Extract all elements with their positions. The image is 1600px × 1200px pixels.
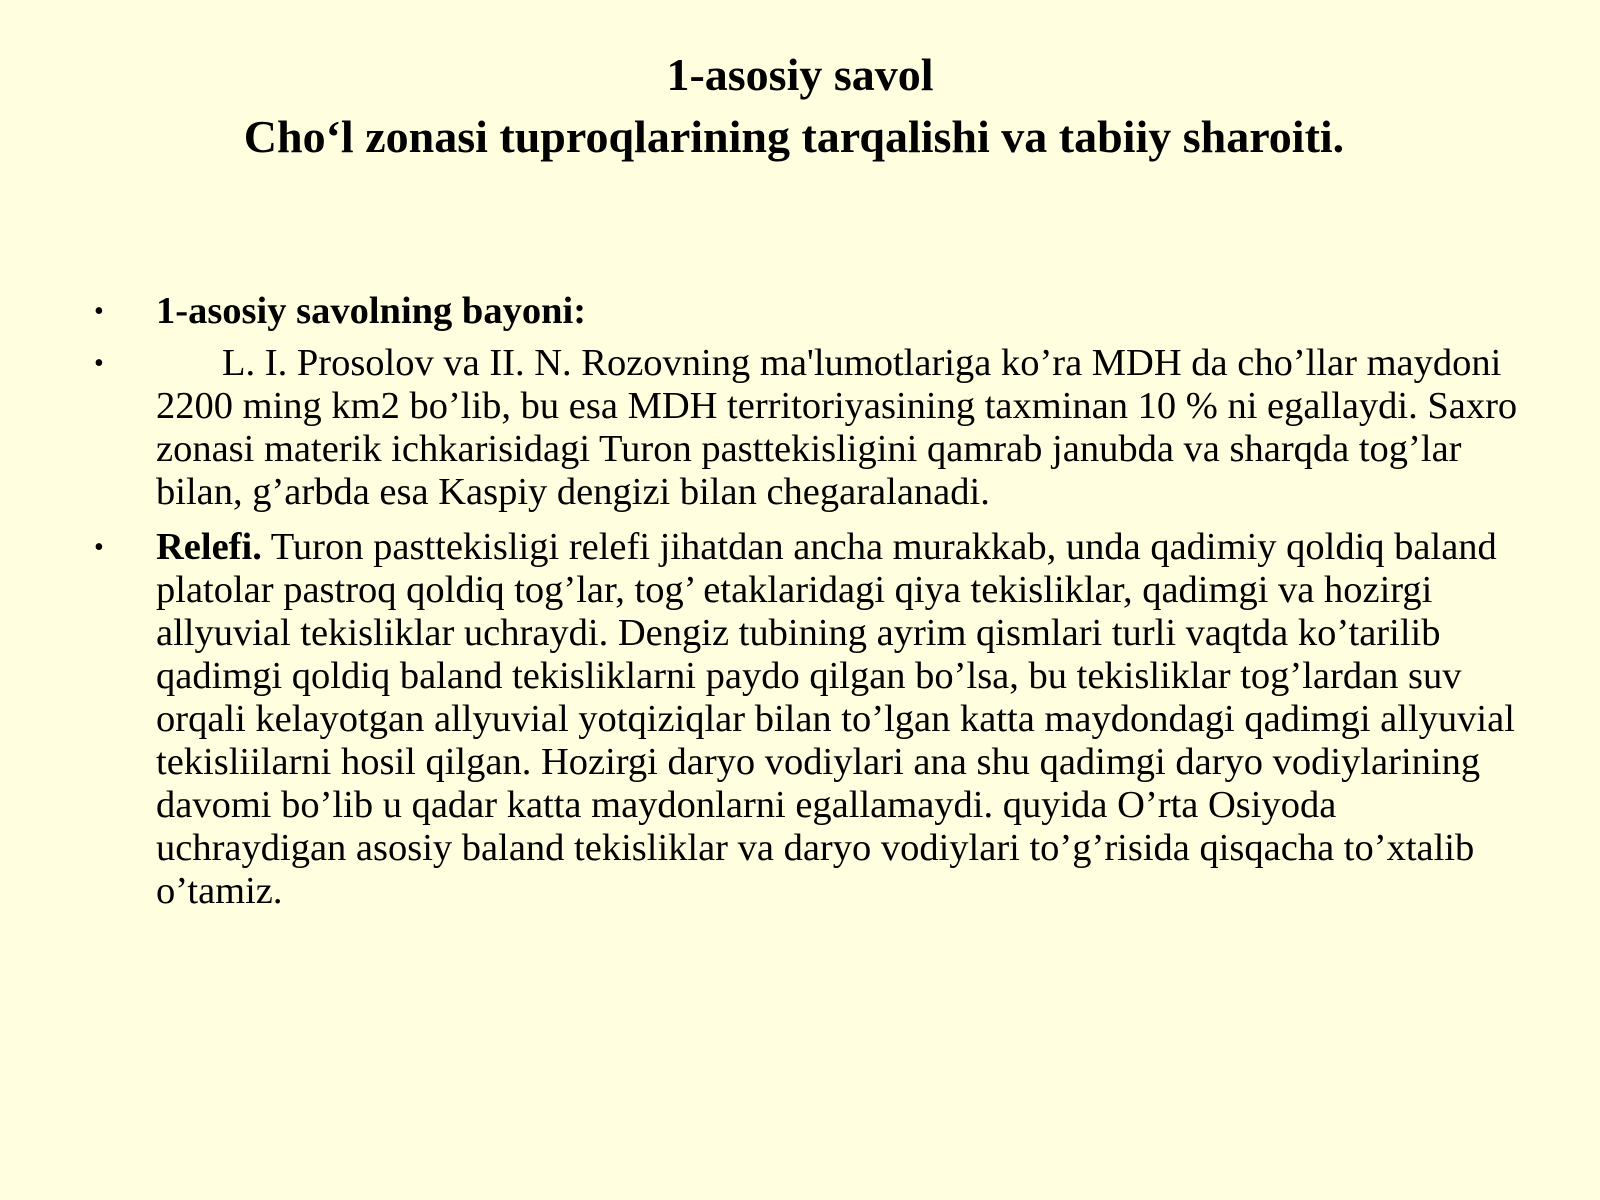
bullet-relief-text: Turon pasttekisligi relefi jihatdan ancha murakkab, unda qadimiy qoldiq baland platolar pastroq qoldiq tog’lar, tog’ etaklaridagi qiya tekisliklar, qadimgi va hozirgi allyuvial tekisliklar uchraydi. Dengiz tubining ayrim qismlari turli vaqtda ko’tarilib qadimgi qoldiq baland tekisliklarni paydo qilgan bo’lsa, bu tekisliklar tog’lardan suv orqali kelayotgan allyuvial yotqiziqlar bilan to’lgan katta maydondagi qadimgi allyuvial tekisliilarni hosil qilgan. Hozirgi daryo vodiylari ana shu qadimgi daryo vodiylarining davomi bo’lib u qadar katta maydonlarni egallamaydi. quyida O’rta Osiyoda uchraydigan asosiy baland tekisliklar va daryo vodiylari to’g’risida qisqacha to’xtalib o’tamiz. <box>156 526 1515 912</box>
bullet-relief-label: Relefi. <box>156 526 262 568</box>
bullet-item-relief <box>94 526 1534 913</box>
bullet-area-text: L. I. Prosolov va II. N. Rozovning ma'lumotlariga ko’ra MDH da cho’llar maydoni 2200 ming km2 bo’lib, bu esa MDH territoriyasining taxminan 10 % ni egallaydi. Saxro zonasi materik ichkarisidagi Turon pasttekisligini qamrab janubda va sharqda tog’lar bilan, g’arbda esa Kaspiy dengizi bilan chegaralanadi. <box>156 342 1518 513</box>
title-line-1: 1-asosiy savol <box>666 49 934 100</box>
bullet-heading-text: 1-asosiy savolning bayoni: <box>156 290 587 332</box>
slide-title <box>0 44 1600 168</box>
bullet-item-area <box>94 342 1534 514</box>
bullet-list <box>94 290 1534 922</box>
title-line-2: Cho‘l zonasi tuproqlarining tarqalishi va tabiiy sharoiti. <box>243 111 1345 162</box>
bullet-item-heading <box>94 290 1534 333</box>
bullet-icon: • <box>94 348 104 379</box>
bullet-icon: • <box>94 532 104 563</box>
bullet-icon: • <box>94 296 104 327</box>
